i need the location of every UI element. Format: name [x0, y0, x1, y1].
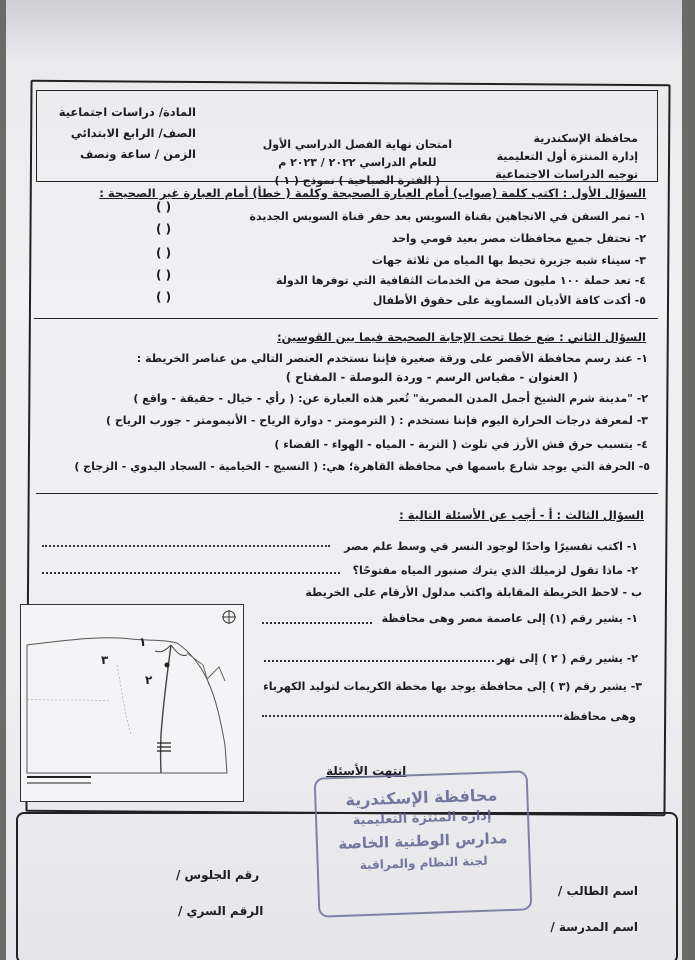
answer-bracket[interactable]: ( ) [156, 268, 172, 282]
answer-line[interactable] [264, 660, 494, 662]
exam-model: ( الفترة الصباحية ) نموذج ( ١ ) [274, 174, 441, 187]
end-of-questions: انتهت الأسئلة [326, 764, 407, 778]
seat-number-label: رقم الجلوس / [176, 868, 260, 882]
answer-line[interactable] [262, 622, 372, 624]
header-left [59, 102, 196, 165]
answer-line[interactable] [262, 715, 562, 717]
answer-line[interactable] [42, 545, 330, 547]
q2-item-1: ١- عند رسم محافظة الأقصر على ورقة صغيرة فإننا نستخدم العنصر التالي من عناصر الخريطة : [136, 352, 648, 365]
q3-b-item-1: ١- يشير رقم (١) إلى عاصمة مصر وهى محافظة [381, 612, 638, 625]
map-label-1: ١ [139, 635, 147, 649]
q3-b-item-4: وهى محافظة [563, 710, 636, 723]
answer-bracket[interactable]: ( ) [156, 290, 172, 304]
answer-bracket[interactable]: ( ) [156, 246, 172, 260]
divider [36, 493, 658, 494]
school-name-label: اسم المدرسة / [550, 920, 638, 934]
header-center [263, 136, 452, 190]
stamp-line-4: لجنة النظام والمراقبة [359, 853, 488, 873]
header-right [495, 130, 638, 184]
q2-item-5: ٥- الحرفة التي يوجد شارع باسمها في محافظة القاهرة؛ هي: ( النسيج - الخيامية - السجاد اليدوي - الزجاج ) [74, 460, 650, 473]
q3-a-item-2: ٢- ماذا تقول لزميلك الذي يترك صنبور المياه مفتوحًا؟ [352, 564, 638, 577]
q3-a-item-1: ١- اكتب تفسيرًا واحدًا لوجود النسر في وسط علم مصر [344, 540, 638, 553]
egypt-map [20, 604, 244, 802]
divider [34, 318, 658, 319]
q2-item-2: ٢- "مدينة شرم الشيخ أجمل المدن المصرية" تُعبر هذه العبارة عن: ( رأي - خيال - حقيقة - واقع ) [133, 392, 648, 405]
egypt-map-drawing [21, 605, 243, 801]
duration-label: الزمن / ساعة ونصف [79, 147, 196, 161]
q1-item-2: ٢- تحتفل جميع محافظات مصر بعيد قومي واحد [391, 232, 646, 245]
q3-b-title: ب - لاحظ الخريطة المقابلة واكتب مدلول الأرقام على الخريطة [305, 586, 642, 599]
stamp-line-1: محافظة الإسكندرية [345, 785, 498, 810]
answer-bracket[interactable]: ( ) [156, 222, 172, 236]
q1-item-1: ١- تمر السفن في الاتجاهين بقناة السويس بعد حفر قناة السويس الجديدة [249, 210, 646, 223]
grade-label: الصف/ الرابع الابتدائي [70, 126, 196, 140]
secret-number-label: الرقم السري / [178, 904, 264, 918]
q3-title: السؤال الثالث : أ - أجب عن الأسئلة التالية : [399, 508, 644, 522]
map-label-2: ٢ [145, 673, 153, 687]
stamp-line-3: مدارس الوطنية الخاصة [337, 829, 508, 853]
map-label-3: ٣ [101, 653, 109, 667]
department-label: توجيه الدراسات الاجتماعية [495, 168, 638, 181]
school-stamp [314, 770, 533, 917]
administration-label: إدارة المنتزة أول التعليمية [496, 150, 638, 163]
q2-item-3: ٣- لمعرفة درجات الحرارة اليوم فإننا نستخدم : ( الترمومتر - دوارة الرياح - الأنيمومتر - جورب الرياح ) [106, 414, 648, 427]
stamp-line-2: إدارة المنتزة التعليمية [352, 808, 492, 829]
q3-b-item-2: ٢- يشير رقم ( ٢ ) إلى نهر [497, 652, 638, 665]
q2-item-4: ٤- يتسبب حرق قش الأرز في تلوث ( التربة - المياه - الهواء - الفضاء ) [274, 438, 648, 451]
paper-shadow [6, 0, 682, 60]
q2-item-1-options: ( العنوان - مقياس الرسم - وردة البوصلة - المفتاح ) [285, 370, 578, 384]
subject-label: المادة/ دراسات اجتماعية [58, 105, 196, 119]
q1-item-3: ٣- سيناء شبه جزيرة تحيط بها المياه من ثلاثة جهات [371, 254, 646, 267]
q3-b-item-3: ٣- يشير رقم (٣ ) إلى محافظة يوجد بها محطة الكريمات لتوليد الكهرباء [263, 680, 642, 693]
academic-year: للعام الدراسي ٢٠٢٢ / ٢٠٢٣ م [278, 156, 437, 169]
q1-item-4: ٤- تعد حملة ١٠٠ مليون صحة من الخدمات الثقافية التي توفرها الدولة [276, 274, 646, 287]
q1-title: السؤال الأول : اكتب كلمة (صواب) أمام العبارة الصحيحة وكلمة ( خطأ) أمام العبارة غير الصحيحة : [99, 186, 646, 200]
answer-bracket[interactable]: ( ) [156, 200, 172, 214]
exam-paper [6, 0, 682, 960]
q2-title: السؤال الثاني : ضع خطا تحت الإجابة الصحيحة فيما بين القوسين: [276, 330, 646, 344]
student-name-label: اسم الطالب / [557, 884, 638, 898]
answer-line[interactable] [42, 572, 340, 574]
exam-title: امتحان نهاية الفصل الدراسي الأول [262, 138, 452, 151]
governorate-label: محافظة الإسكندرية [533, 132, 638, 145]
q1-item-5: ٥- أكدت كافة الأديان السماوية على حقوق الأطفال [372, 294, 646, 307]
